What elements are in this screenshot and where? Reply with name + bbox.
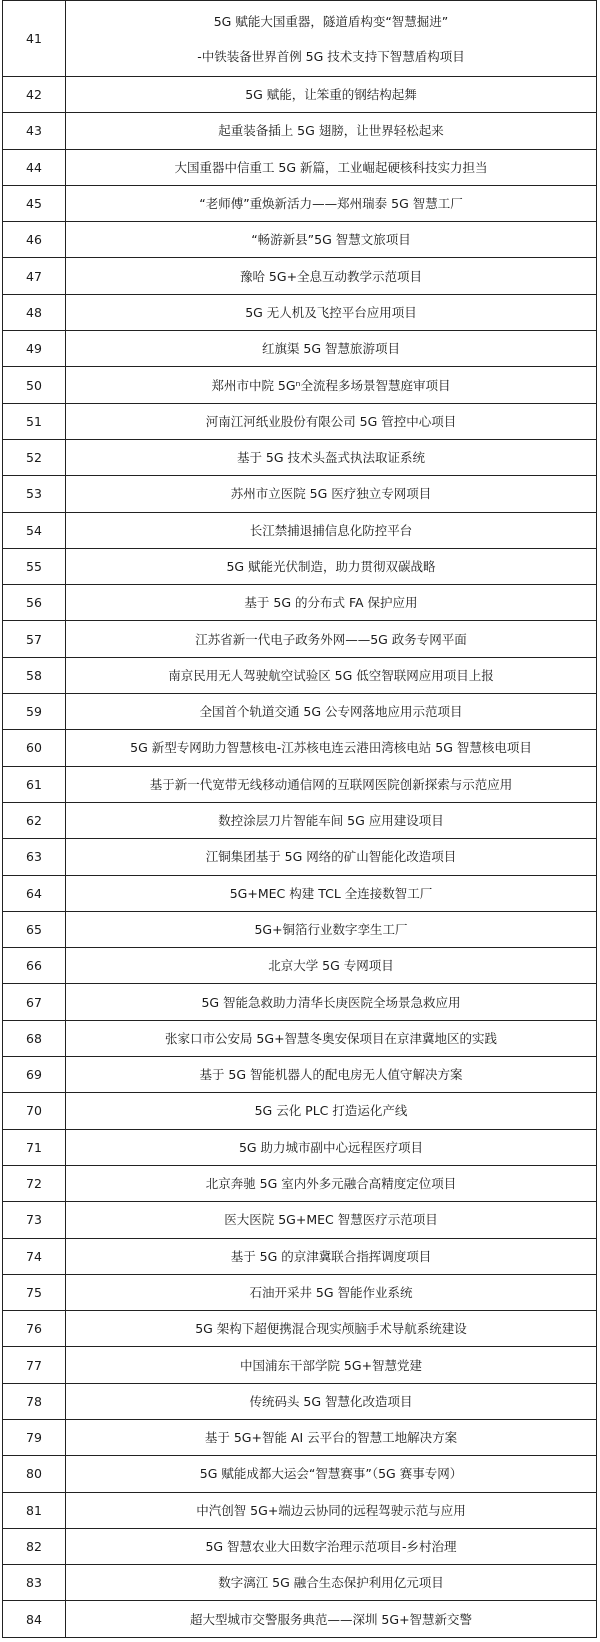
project-title <box>66 77 597 113</box>
table-row <box>3 730 597 766</box>
project-title-line: 5G 赋能大国重器，隧道盾构变“智慧掘进” <box>213 13 449 29</box>
row-number: 57 <box>3 621 66 657</box>
table-row <box>3 1528 597 1564</box>
project-title <box>66 1311 597 1347</box>
row-number: 53 <box>3 476 66 512</box>
row-number: 76 <box>3 1311 66 1347</box>
row-number: 51 <box>3 403 66 439</box>
row-number: 48 <box>3 294 66 330</box>
project-title <box>66 1020 597 1056</box>
row-number: 69 <box>3 1057 66 1093</box>
table-row <box>3 222 597 258</box>
project-table-body <box>3 1 597 1638</box>
table-row <box>3 802 597 838</box>
project-title-line: 5G 无人机及飞控平台应用项目 <box>245 304 417 320</box>
table-row <box>3 1020 597 1056</box>
table-row <box>3 585 597 621</box>
project-title <box>66 1129 597 1165</box>
project-title <box>66 1 597 77</box>
table-row <box>3 258 597 294</box>
project-title <box>66 185 597 221</box>
project-title-line: -中铁装备世界首例 5G 技术支持下智慧盾构项目 <box>197 48 465 64</box>
table-row <box>3 948 597 984</box>
row-number: 84 <box>3 1601 66 1637</box>
row-number: 78 <box>3 1383 66 1419</box>
table-row <box>3 1129 597 1165</box>
project-title-line: 超大型城市交警服务典范——深圳 5G+智慧新交警 <box>189 1611 473 1627</box>
project-title-line: 数字漓江 5G 融合生态保护利用亿元项目 <box>218 1575 444 1591</box>
project-title <box>66 875 597 911</box>
row-number: 56 <box>3 585 66 621</box>
table-row <box>3 77 597 113</box>
row-number: 41 <box>3 1 66 77</box>
project-title <box>66 1601 597 1637</box>
project-title <box>66 149 597 185</box>
table-row <box>3 185 597 221</box>
table-row <box>3 1492 597 1528</box>
project-title <box>66 585 597 621</box>
project-title-line: 数控涂层刀片智能车间 5G 应用建设项目 <box>218 813 444 829</box>
project-title-line: 医大医院 5G+MEC 智慧医疗示范项目 <box>224 1212 438 1228</box>
table-row <box>3 149 597 185</box>
project-title-line: 江苏省新一代电子政务外网——5G 政务专网平面 <box>195 631 467 647</box>
project-title-line: 基于 5G 的分布式 FA 保护应用 <box>244 595 418 611</box>
project-title <box>66 367 597 403</box>
table-row <box>3 1311 597 1347</box>
project-title-line: 5G 赋能成都大运会“智慧赛事”（5G 赛事专网） <box>199 1466 463 1482</box>
row-number: 72 <box>3 1165 66 1201</box>
project-title-line: 5G+铜箔行业数字孪生工厂 <box>254 921 408 937</box>
row-number: 58 <box>3 657 66 693</box>
row-number: 62 <box>3 802 66 838</box>
project-title-line: 长江禁捕退捕信息化防控平台 <box>249 522 413 538</box>
table-row <box>3 1093 597 1129</box>
project-title-line: 5G 赋能，让笨重的钢结构起舞 <box>245 87 417 103</box>
project-title <box>66 1456 597 1492</box>
table-row <box>3 403 597 439</box>
project-title <box>66 1492 597 1528</box>
row-number: 81 <box>3 1492 66 1528</box>
project-title <box>66 657 597 693</box>
row-number: 54 <box>3 512 66 548</box>
project-title <box>66 548 597 584</box>
project-title <box>66 1093 597 1129</box>
project-title <box>66 403 597 439</box>
project-title-line: 大国重器中信重工 5G 新篇，工业崛起硬核科技实力担当 <box>174 159 488 175</box>
project-title-line: 中国浦东干部学院 5G+智慧党建 <box>239 1357 423 1373</box>
row-number: 42 <box>3 77 66 113</box>
row-number: 59 <box>3 694 66 730</box>
project-title-line: 5G 云化 PLC 打造运化产线 <box>254 1103 408 1119</box>
project-title-line: 基于 5G 智能机器人的配电房无人值守解决方案 <box>199 1067 463 1083</box>
project-title <box>66 802 597 838</box>
project-title-line: 5G+MEC 构建 TCL 全连接数智工厂 <box>229 885 433 901</box>
row-number: 71 <box>3 1129 66 1165</box>
table-row <box>3 1347 597 1383</box>
project-title <box>66 948 597 984</box>
project-title-line: 5G 助力城市副中心远程医疗项目 <box>238 1139 424 1155</box>
project-title-line: 5G 新型专网助力智慧核电-江苏核电连云港田湾核电站 5G 智慧核电项目 <box>130 740 532 756</box>
row-number: 46 <box>3 222 66 258</box>
row-number: 82 <box>3 1528 66 1564</box>
row-number: 60 <box>3 730 66 766</box>
table-row <box>3 476 597 512</box>
table-row <box>3 839 597 875</box>
table-row <box>3 875 597 911</box>
project-title-line: 郑州市中院 5Gⁿ全流程多场景智慧庭审项目 <box>211 377 451 393</box>
row-number: 44 <box>3 149 66 185</box>
project-title-line: 河南江河纸业股份有限公司 5G 管控中心项目 <box>205 413 457 429</box>
project-title-line: 5G 赋能光伏制造，助力贯彻双碳战略 <box>226 559 436 574</box>
project-title <box>66 1565 597 1601</box>
row-number: 65 <box>3 911 66 947</box>
project-title <box>66 294 597 330</box>
row-number: 67 <box>3 984 66 1020</box>
project-title <box>66 1057 597 1093</box>
project-title <box>66 331 597 367</box>
table-row <box>3 911 597 947</box>
project-title-line: 基于 5G 技术头盔式执法取证系统 <box>236 450 426 466</box>
table-row <box>3 1238 597 1274</box>
project-title-line: “畅游新县”5G 智慧文旅项目 <box>251 232 411 248</box>
project-title <box>66 694 597 730</box>
row-number: 68 <box>3 1020 66 1056</box>
project-title-line: 张家口市公安局 5G+智慧冬奥安保项目在京津冀地区的实践 <box>164 1030 498 1046</box>
project-title-line: 基于新一代宽带无线移动通信网的互联网医院创新探索与示范应用 <box>149 776 513 792</box>
project-title-line: 基于 5G+智能 AI 云平台的智慧工地解决方案 <box>204 1430 458 1446</box>
table-row <box>3 367 597 403</box>
row-number: 45 <box>3 185 66 221</box>
row-number: 77 <box>3 1347 66 1383</box>
row-number: 64 <box>3 875 66 911</box>
table-row <box>3 439 597 475</box>
row-number: 79 <box>3 1419 66 1455</box>
table-row <box>3 1165 597 1201</box>
table-row <box>3 1 597 77</box>
project-title-line: 全国首个轨道交通 5G 公专网落地应用示范项目 <box>199 704 463 720</box>
table-row <box>3 1601 597 1637</box>
table-row <box>3 621 597 657</box>
row-number: 52 <box>3 439 66 475</box>
project-title <box>66 911 597 947</box>
project-title-line: 江铜集团基于 5G 网络的矿山智能化改造项目 <box>205 849 457 865</box>
table-row <box>3 512 597 548</box>
row-number: 50 <box>3 367 66 403</box>
row-number: 63 <box>3 839 66 875</box>
project-title-line: 5G 智能急救助力清华长庚医院全场景急救应用 <box>201 994 461 1010</box>
project-title-line: 5G 智慧农业大田数字治理示范项目-乡村治理 <box>205 1539 457 1555</box>
table-row <box>3 548 597 584</box>
row-number: 61 <box>3 766 66 802</box>
row-number: 66 <box>3 948 66 984</box>
project-title <box>66 1165 597 1201</box>
project-title-line: 南京民用无人驾驶航空试验区 5G 低空智联网应用项目上报 <box>168 667 494 683</box>
project-title <box>66 766 597 802</box>
table-row <box>3 657 597 693</box>
table-row <box>3 1057 597 1093</box>
row-number: 83 <box>3 1565 66 1601</box>
project-title <box>66 476 597 512</box>
table-row <box>3 1456 597 1492</box>
project-title-line: 起重装备插上 5G 翅膀，让世界轻松起来 <box>218 123 444 139</box>
project-title-line: 北京大学 5G 专网项目 <box>268 958 394 974</box>
project-title <box>66 1383 597 1419</box>
project-title-line: 北京奔驰 5G 室内外多元融合高精度定位项目 <box>205 1176 457 1192</box>
project-title <box>66 984 597 1020</box>
table-row <box>3 984 597 1020</box>
project-title <box>66 258 597 294</box>
row-number: 70 <box>3 1093 66 1129</box>
row-number: 73 <box>3 1202 66 1238</box>
project-title-line: 红旗渠 5G 智慧旅游项目 <box>261 341 401 357</box>
project-title-line: 5G 架构下超便携混合现实颅脑手术导航系统建设 <box>195 1321 467 1337</box>
table-row <box>3 766 597 802</box>
project-title <box>66 512 597 548</box>
table-row <box>3 331 597 367</box>
table-row <box>3 1565 597 1601</box>
project-title-line: 豫哈 5G+全息互动教学示范项目 <box>239 268 423 284</box>
project-title-line: “老师傅”重焕新活力——郑州瑞泰 5G 智慧工厂 <box>199 196 463 212</box>
table-row <box>3 1274 597 1310</box>
project-title <box>66 621 597 657</box>
row-number: 49 <box>3 331 66 367</box>
table-row <box>3 1419 597 1455</box>
project-title <box>66 1238 597 1274</box>
table-row <box>3 113 597 149</box>
project-title <box>66 1274 597 1310</box>
table-row <box>3 1202 597 1238</box>
row-number: 47 <box>3 258 66 294</box>
table-row <box>3 294 597 330</box>
project-title <box>66 839 597 875</box>
project-title-line: 石油开采井 5G 智能作业系统 <box>249 1284 413 1300</box>
project-title <box>66 730 597 766</box>
project-title <box>66 1419 597 1455</box>
project-title <box>66 113 597 149</box>
project-title <box>66 1347 597 1383</box>
row-number: 74 <box>3 1238 66 1274</box>
project-title <box>66 1202 597 1238</box>
project-title <box>66 439 597 475</box>
project-title-line: 苏州市立医院 5G 医疗独立专网项目 <box>230 486 432 502</box>
row-number: 80 <box>3 1456 66 1492</box>
project-title-line: 传统码头 5G 智慧化改造项目 <box>249 1393 413 1409</box>
project-title <box>66 222 597 258</box>
row-number: 43 <box>3 113 66 149</box>
row-number: 55 <box>3 548 66 584</box>
table-row <box>3 694 597 730</box>
project-title <box>66 1528 597 1564</box>
project-title-line: 基于 5G 的京津冀联合指挥调度项目 <box>230 1248 432 1264</box>
project-table <box>2 0 597 1638</box>
row-number: 75 <box>3 1274 66 1310</box>
project-title-line: 中汽创智 5G+端边云协同的远程驾驶示范与应用 <box>196 1502 466 1518</box>
table-row <box>3 1383 597 1419</box>
